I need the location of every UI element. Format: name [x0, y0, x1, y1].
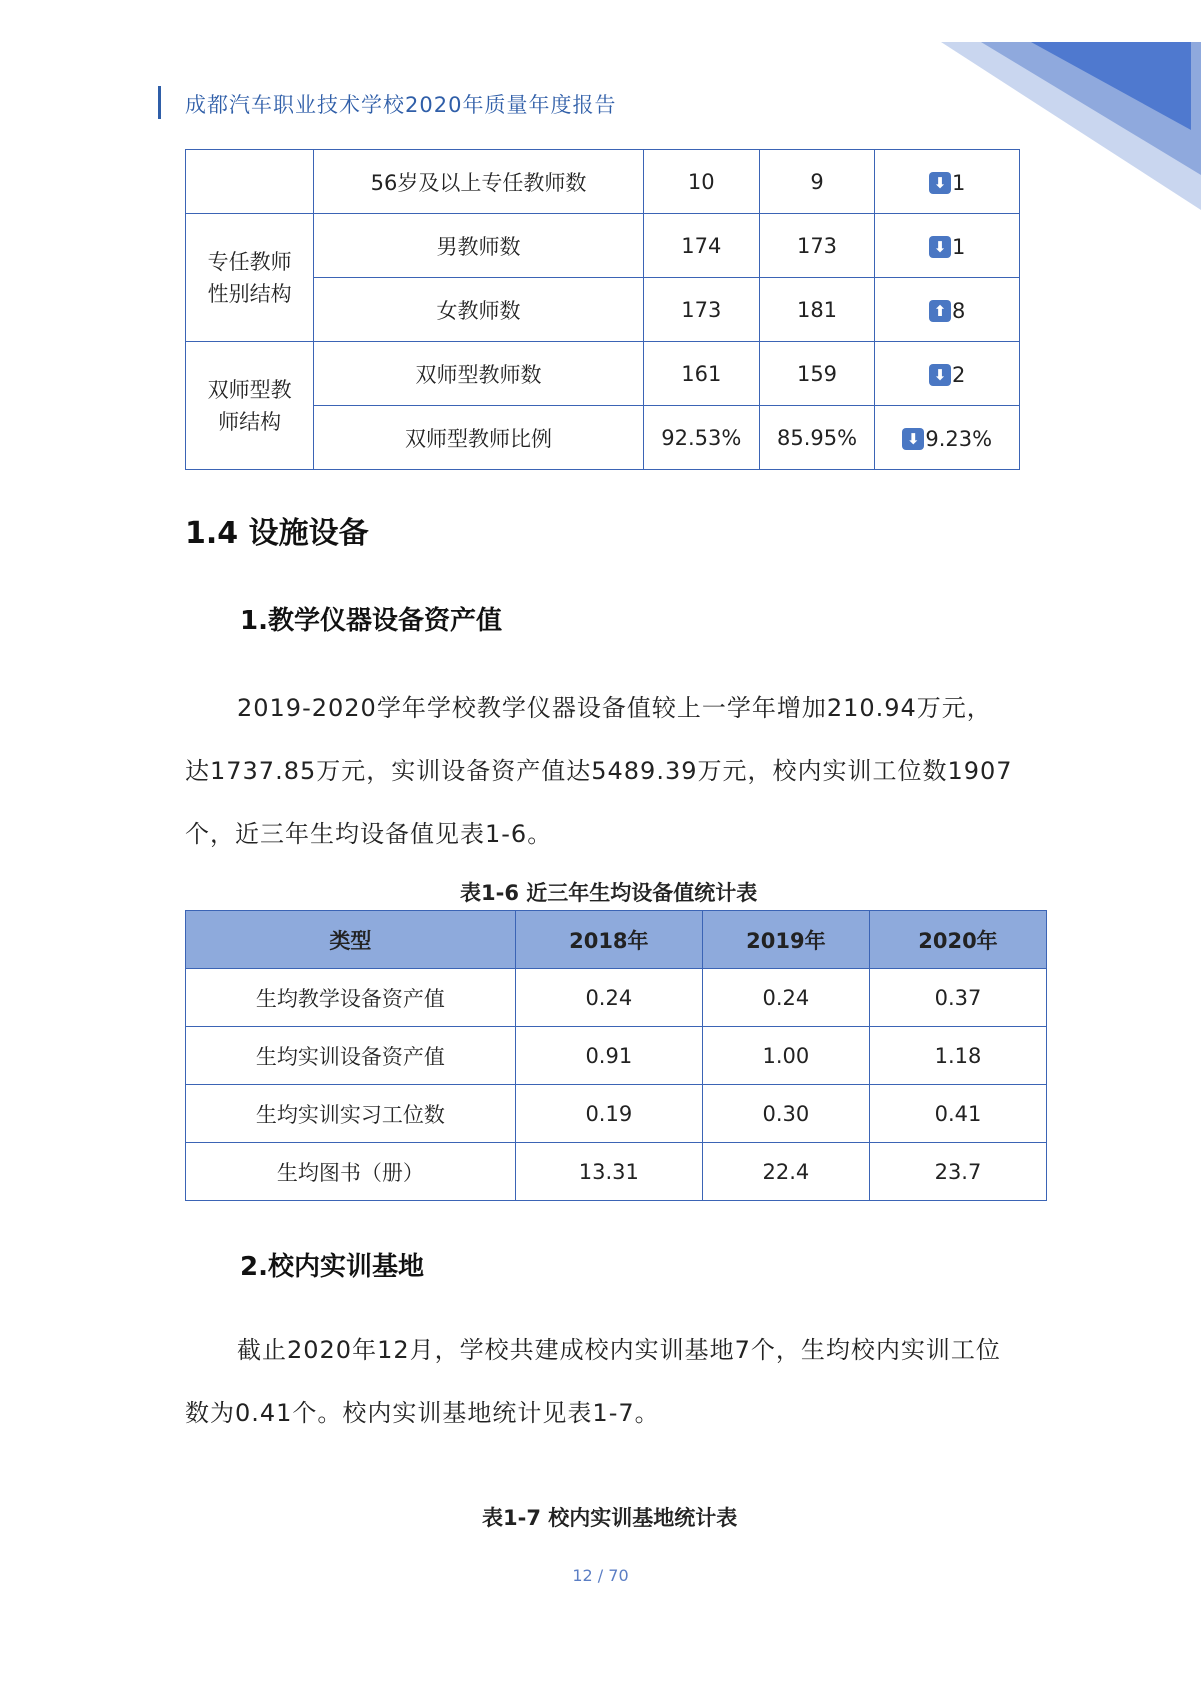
indicator-cell: 双师型教师数 — [314, 342, 644, 406]
up-arrow-icon: ⬆ — [929, 300, 951, 322]
table-row — [186, 150, 1020, 214]
value-cell: 10 — [643, 150, 759, 214]
header-accent-bar — [158, 86, 161, 119]
value-cell: 9 — [759, 150, 875, 214]
group-cell — [186, 214, 314, 342]
table-cell: 1.00 — [702, 1027, 869, 1085]
change-cell — [875, 342, 1020, 406]
value-cell: 173 — [643, 278, 759, 342]
table-cell: 0.24 — [702, 969, 869, 1027]
change-value: 1 — [952, 170, 966, 195]
equipment-table — [185, 910, 1047, 1201]
down-arrow-icon: ⬇ — [929, 236, 951, 258]
header-title: 成都汽车职业技术学校2020年质量年度报告 — [185, 93, 617, 117]
column-header: 类型 — [186, 911, 516, 969]
value-cell: 174 — [643, 214, 759, 278]
table-cell: 生均图书（册） — [186, 1143, 516, 1201]
value-cell: 181 — [759, 278, 875, 342]
section-heading: 1.4 设施设备 — [185, 516, 369, 551]
table-caption: 表1-7 校内实训基地统计表 — [482, 1506, 738, 1530]
column-header: 2020年 — [869, 911, 1046, 969]
indicator-cell: 56岁及以上专任教师数 — [314, 150, 644, 214]
group-label-line: 师结构 — [218, 409, 282, 434]
change-value: 9.23% — [925, 426, 993, 451]
change-cell — [875, 406, 1020, 470]
value-cell: 85.95% — [759, 406, 875, 470]
table-cell: 0.37 — [869, 969, 1046, 1027]
table-cell: 23.7 — [869, 1143, 1046, 1201]
table-cell: 0.24 — [515, 969, 702, 1027]
down-arrow-icon: ⬇ — [902, 428, 924, 450]
table-cell: 生均教学设备资产值 — [186, 969, 516, 1027]
body-paragraph: 截止2020年12月，学校共建成校内实训基地7个，生均校内实训工位数为0.41个。校内实训基地统计见表1-7。 — [185, 1336, 1001, 1427]
column-header: 2018年 — [515, 911, 702, 969]
table-header-row — [186, 911, 1047, 969]
subsection-heading: 1.教学仪器设备资产值 — [240, 606, 502, 636]
teacher-structure-table — [185, 149, 1020, 470]
group-label-line: 双师型教 — [207, 377, 292, 402]
value-cell: 173 — [759, 214, 875, 278]
table-row — [186, 214, 1020, 278]
change-value: 2 — [952, 362, 966, 387]
table-cell: 生均实训设备资产值 — [186, 1027, 516, 1085]
table-cell: 0.91 — [515, 1027, 702, 1085]
subsection-heading: 2.校内实训基地 — [240, 1252, 424, 1282]
table-row — [186, 1027, 1047, 1085]
down-arrow-icon: ⬇ — [929, 364, 951, 386]
value-cell: 92.53% — [643, 406, 759, 470]
change-cell — [875, 214, 1020, 278]
change-cell — [875, 278, 1020, 342]
group-cell — [186, 342, 314, 470]
value-cell: 161 — [643, 342, 759, 406]
indicator-cell: 双师型教师比例 — [314, 406, 644, 470]
page-number: 12 / 70 — [572, 1566, 629, 1585]
table-row — [186, 342, 1020, 406]
table-cell: 0.19 — [515, 1085, 702, 1143]
change-value: 8 — [952, 298, 966, 323]
table-cell: 0.41 — [869, 1085, 1046, 1143]
indicator-cell: 女教师数 — [314, 278, 644, 342]
table-cell: 0.30 — [702, 1085, 869, 1143]
table-cell: 生均实训实习工位数 — [186, 1085, 516, 1143]
group-cell-empty — [186, 150, 314, 214]
change-cell — [875, 150, 1020, 214]
group-label-line: 性别结构 — [207, 281, 292, 306]
table-cell: 22.4 — [702, 1143, 869, 1201]
table-caption: 表1-6 近三年生均设备值统计表 — [460, 881, 758, 905]
table-cell: 13.31 — [515, 1143, 702, 1201]
table-cell: 1.18 — [869, 1027, 1046, 1085]
indicator-cell: 男教师数 — [314, 214, 644, 278]
change-value: 1 — [952, 234, 966, 259]
body-paragraph: 2019-2020学年学校教学仪器设备值较上一学年增加210.94万元，达1737.85万元，实训设备资产值达5489.39万元，校内实训工位数1907个，近三年生均设备值见表1-6。 — [185, 694, 1013, 848]
down-arrow-icon: ⬇ — [929, 172, 951, 194]
group-label-line: 专任教师 — [207, 249, 292, 274]
table-row — [186, 969, 1047, 1027]
table-row — [186, 1143, 1047, 1201]
column-header: 2019年 — [702, 911, 869, 969]
value-cell: 159 — [759, 342, 875, 406]
table-row — [186, 1085, 1047, 1143]
